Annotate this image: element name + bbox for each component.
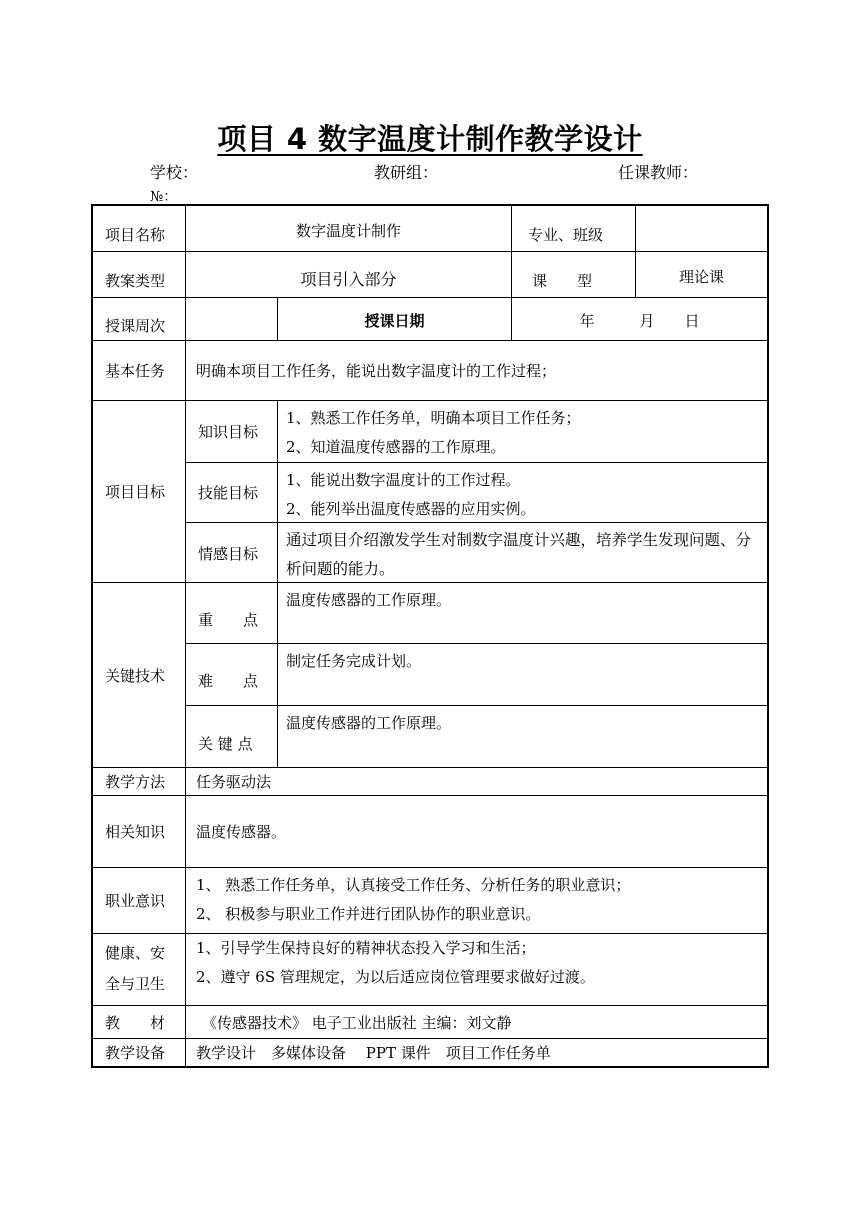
related-knowledge-value: 温度传感器。	[185, 796, 767, 867]
career-awareness-line: 2、 积极参与职业工作并进行团队协作的职业意识。	[196, 905, 541, 923]
difficulty-point	[186, 644, 767, 706]
difficulty-point-value: 制定任务完成计划。	[277, 644, 767, 705]
knowledge-objective-content	[277, 401, 767, 462]
project-name-value: 数字温度计制作	[185, 206, 511, 251]
difficulty-point-label: 难 点	[198, 672, 259, 690]
teaching-method-label: 教学方法	[105, 773, 166, 791]
health-safety-line: 2、遵守 6S 管理规定，为以后适应岗位管理要求做好过渡。	[196, 968, 595, 986]
health-safety-label-line: 健康、安	[105, 944, 166, 962]
knowledge-objective-line: 1、熟悉工作任务单，明确本项目工作任务；	[286, 409, 581, 427]
plan-type-label: 教案类型	[105, 272, 166, 290]
key-point-value: 温度传感器的工作原理。	[277, 706, 767, 768]
key-point	[186, 706, 767, 768]
row-week	[93, 298, 767, 341]
textbook-label: 教 材	[105, 1013, 166, 1032]
health-safety-line: 1、引导学生保持良好的精神状态投入学习和生活；	[196, 939, 536, 957]
skill-objective	[186, 463, 767, 523]
focus-point-value: 温度传感器的工作原理。	[277, 583, 767, 643]
key-tech-label: 关键技术	[105, 666, 166, 685]
row-related-knowledge	[93, 796, 767, 868]
emotion-objective	[186, 523, 767, 583]
lesson-type-label: 课 型	[511, 252, 635, 297]
row-basic-task	[93, 341, 767, 401]
health-safety-label-line: 全与卫生	[105, 975, 166, 993]
basic-task-label: 基本任务	[105, 362, 166, 380]
skill-objective-content	[277, 463, 767, 522]
basic-task-value: 明确本项目工作任务，能说出数字温度计的工作过程；	[185, 341, 767, 400]
week-value	[185, 298, 277, 340]
related-knowledge-label: 相关知识	[105, 823, 166, 841]
number-label: №：	[150, 189, 178, 205]
knowledge-objective-label: 知识目标	[198, 423, 259, 441]
row-project-name	[93, 206, 767, 252]
textbook-value: 《传感器技术》 电子工业出版社 主编：刘文静	[185, 1006, 767, 1038]
health-safety-content	[185, 934, 767, 1005]
teaching-date-label: 授课日期	[277, 298, 511, 340]
teacher-label: 任课教师：	[618, 163, 699, 182]
objectives-group	[185, 401, 767, 582]
emotion-objective-content: 通过项目介绍激发学生对制数字温度计兴趣，培养学生发现问题、分析问题的能力。	[277, 523, 767, 583]
plan-type-value: 项目引入部分	[185, 252, 511, 297]
major-class-label: 专业、班级	[511, 206, 635, 251]
row-health-safety	[93, 934, 767, 1006]
row-key-tech	[93, 583, 767, 768]
key-tech-group	[185, 583, 767, 767]
week-label: 授课周次	[105, 316, 166, 335]
skill-objective-line: 2、能列举出温度传感器的应用实例。	[286, 500, 536, 518]
career-awareness-label: 职业意识	[105, 892, 166, 910]
row-equipment	[93, 1039, 767, 1066]
key-point-label: 关 键 点	[198, 734, 253, 753]
equipment-value: 教学设计 多媒体设备 PPT 课件 项目工作任务单	[185, 1039, 767, 1066]
row-career-awareness	[93, 868, 767, 934]
project-name-label: 项目名称	[105, 226, 166, 244]
school-label: 学校：	[150, 163, 199, 182]
knowledge-objective-line: 2、知道温度传感器的工作原理。	[286, 438, 506, 456]
row-teaching-method	[93, 768, 767, 796]
row-objectives	[93, 401, 767, 583]
emotion-objective-label: 情感目标	[198, 544, 259, 563]
row-textbook	[93, 1006, 767, 1039]
lesson-plan-table	[91, 204, 769, 1068]
skill-objective-line: 1、能说出数字温度计的工作过程。	[286, 471, 521, 489]
career-awareness-content	[185, 868, 767, 933]
health-safety-label	[93, 934, 185, 1005]
research-group-label: 教研组：	[374, 163, 439, 182]
teaching-date-value: 年 月 日	[511, 298, 767, 340]
skill-objective-label: 技能目标	[198, 484, 259, 502]
focus-point-label: 重 点	[198, 610, 259, 629]
objectives-label: 项目目标	[105, 483, 166, 501]
equipment-label: 教学设备	[105, 1044, 166, 1062]
knowledge-objective	[186, 401, 767, 463]
major-class-value	[635, 206, 767, 251]
career-awareness-line: 1、 熟悉工作任务单，认真接受工作任务、分析任务的职业意识；	[196, 876, 631, 894]
row-plan-type	[93, 252, 767, 298]
focus-point	[186, 583, 767, 644]
lesson-type-value: 理论课	[635, 252, 767, 297]
teaching-method-value: 任务驱动法	[185, 768, 767, 795]
document-title: 项目 4 数字温度计制作教学设计	[217, 122, 643, 156]
